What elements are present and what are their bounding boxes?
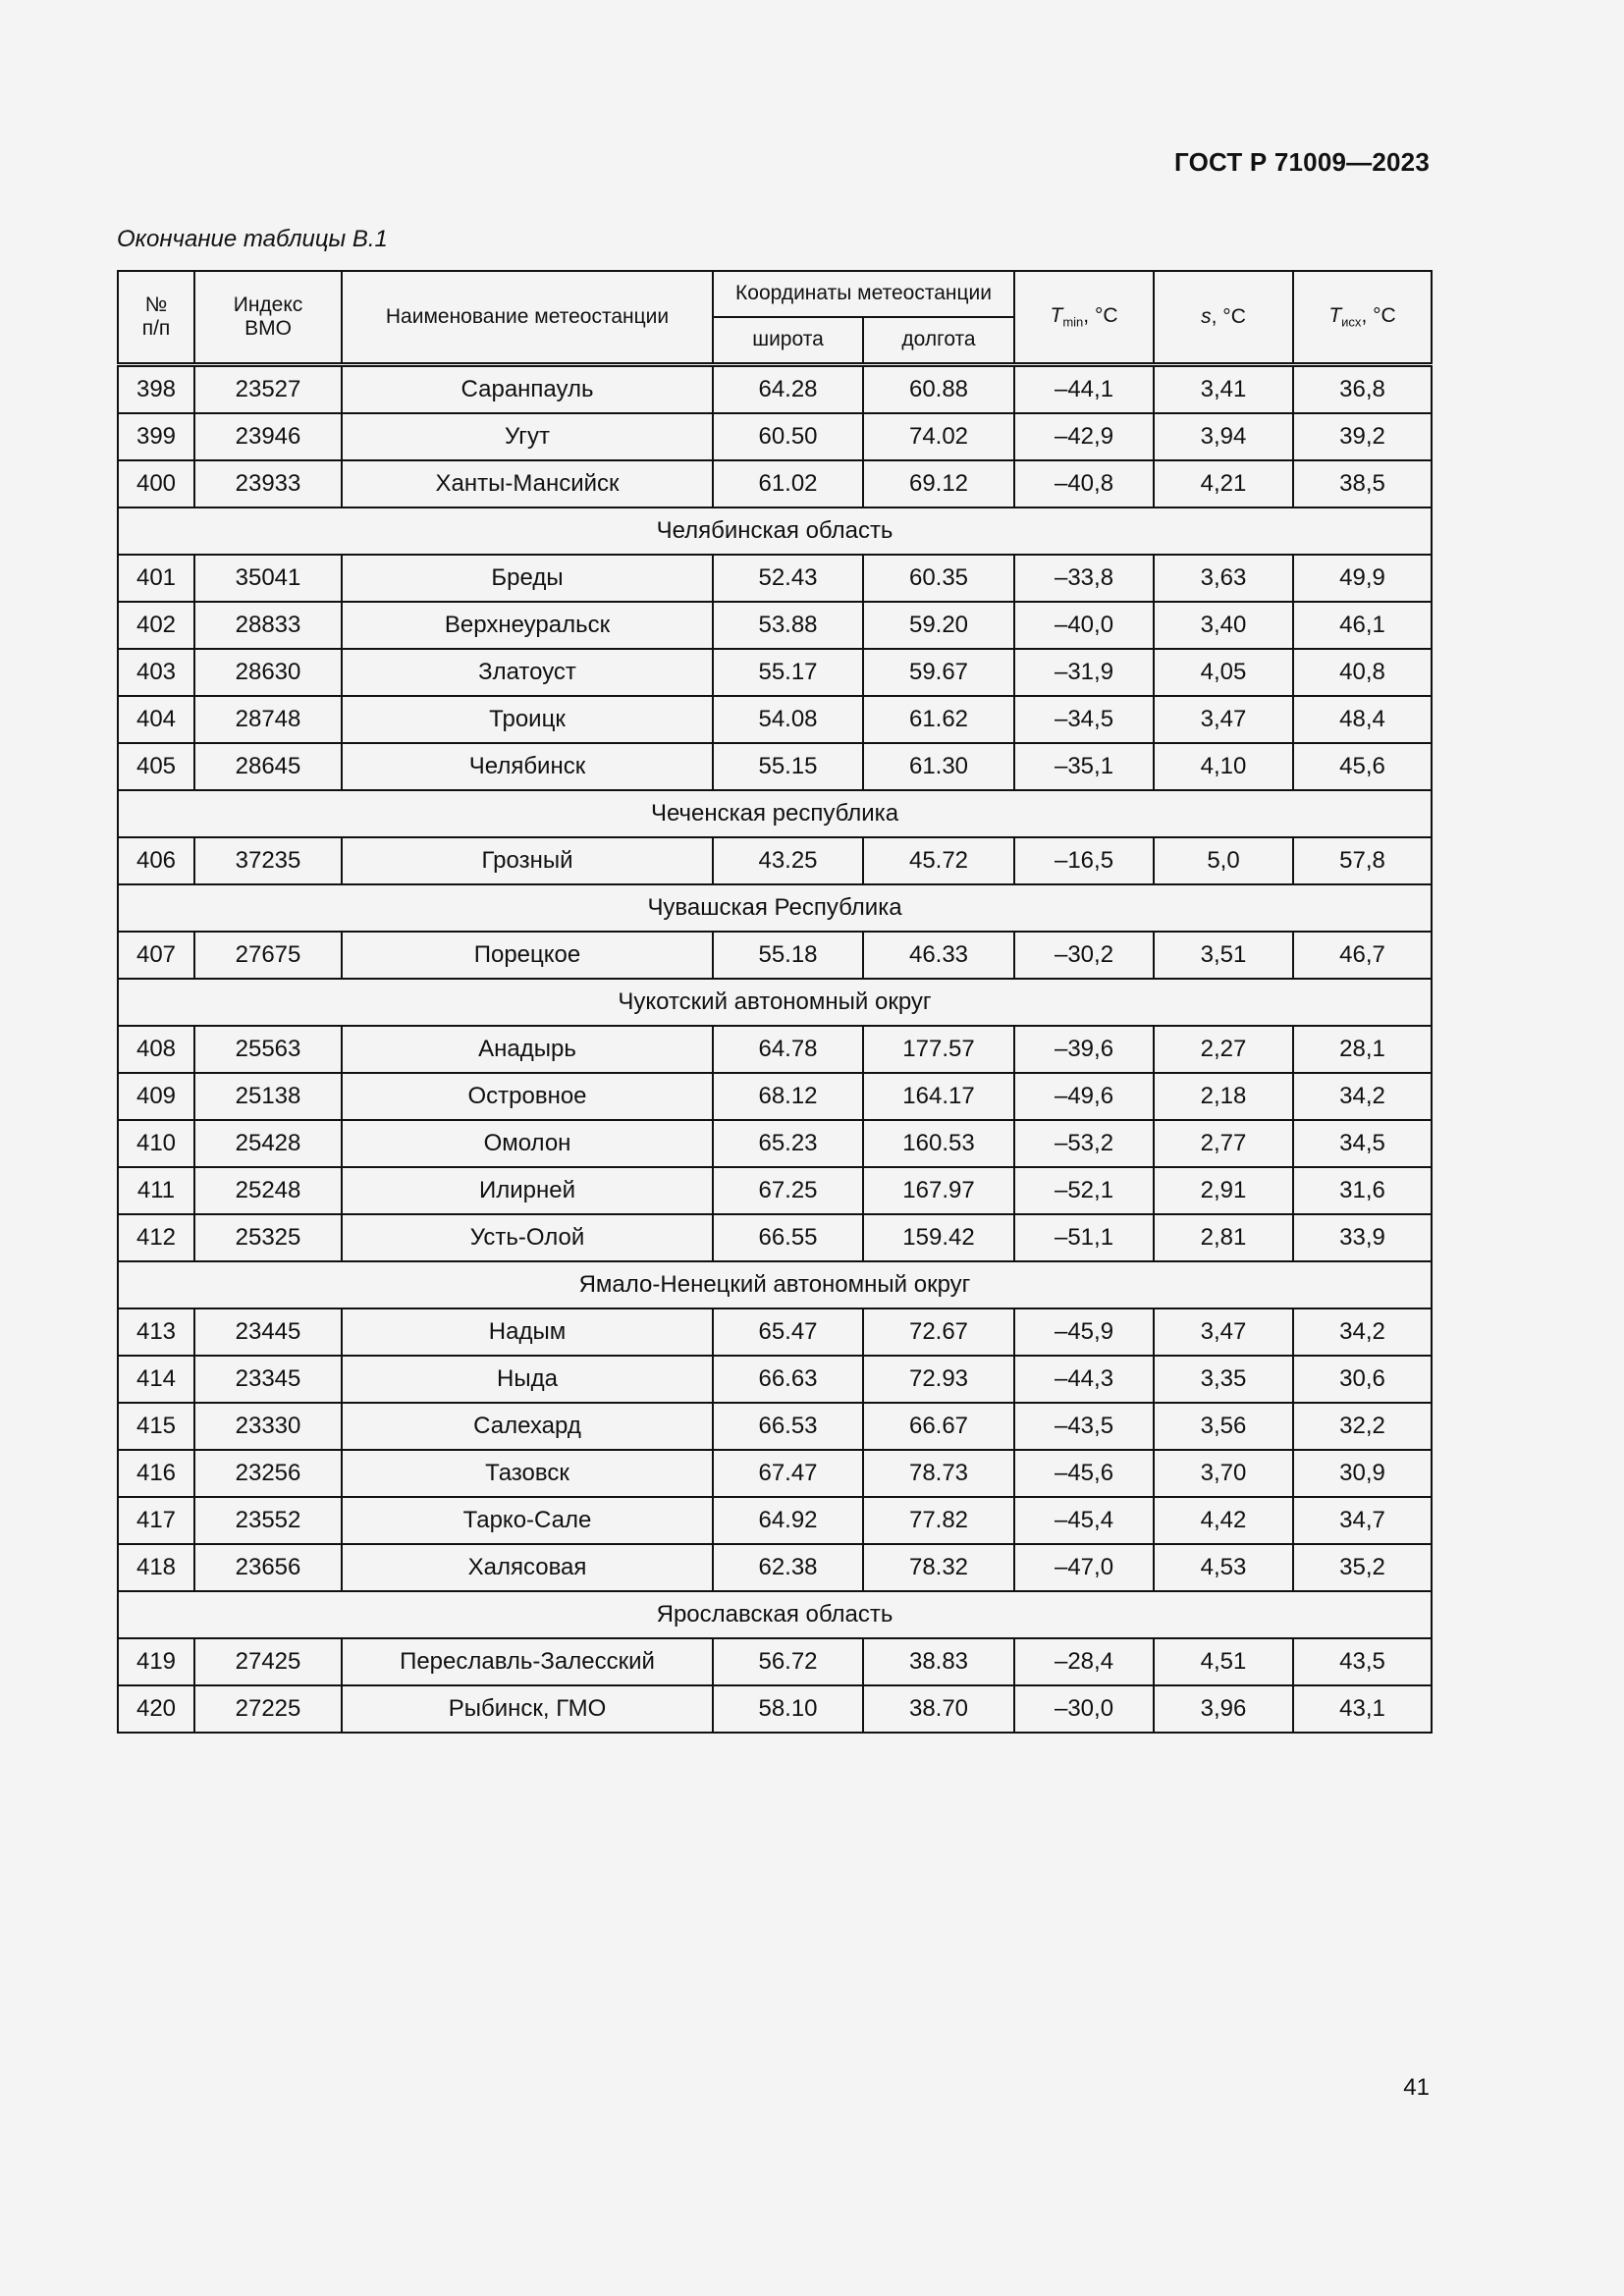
header-tmin [1014, 271, 1154, 365]
region-row [118, 1261, 1432, 1308]
region-row [118, 507, 1432, 555]
region-row [118, 1591, 1432, 1638]
cell-latitude: 66.55 [713, 1214, 863, 1261]
cell-latitude: 55.18 [713, 932, 863, 979]
cell-tmin: –45,9 [1014, 1308, 1154, 1356]
cell-tmin: –52,1 [1014, 1167, 1154, 1214]
cell-station-name: Троицк [342, 696, 713, 743]
cell-station-name: Омолон [342, 1120, 713, 1167]
cell-latitude: 64.78 [713, 1026, 863, 1073]
table-row [118, 555, 1432, 602]
cell-wmo-index: 23933 [194, 460, 342, 507]
cell-tisx: 43,1 [1293, 1685, 1432, 1733]
table-row [118, 1497, 1432, 1544]
table-row [118, 460, 1432, 507]
cell-station-name: Верхнеуральск [342, 602, 713, 649]
cell-station-name: Халясовая [342, 1544, 713, 1591]
table-row [118, 1073, 1432, 1120]
cell-latitude: 43.25 [713, 837, 863, 884]
cell-longitude: 38.83 [863, 1638, 1014, 1685]
cell-s: 3,40 [1154, 602, 1293, 649]
cell-longitude: 77.82 [863, 1497, 1014, 1544]
cell-s: 3,63 [1154, 555, 1293, 602]
table-body [118, 365, 1432, 1734]
cell-s: 2,18 [1154, 1073, 1293, 1120]
cell-tisx: 33,9 [1293, 1214, 1432, 1261]
cell-wmo-index: 23345 [194, 1356, 342, 1403]
region-row [118, 884, 1432, 932]
header-number-line2: п/п [141, 317, 171, 340]
table-caption: Окончание таблицы В.1 [117, 226, 388, 252]
cell-number: 415 [118, 1403, 194, 1450]
cell-tisx: 34,5 [1293, 1120, 1432, 1167]
cell-wmo-index: 28645 [194, 743, 342, 790]
cell-tmin: –33,8 [1014, 555, 1154, 602]
cell-number: 409 [118, 1073, 194, 1120]
cell-latitude: 55.17 [713, 649, 863, 696]
cell-s: 3,94 [1154, 413, 1293, 460]
cell-latitude: 67.47 [713, 1450, 863, 1497]
cell-tmin: –45,4 [1014, 1497, 1154, 1544]
table-row [118, 743, 1432, 790]
table-row [118, 696, 1432, 743]
cell-tmin: –30,2 [1014, 932, 1154, 979]
cell-latitude: 66.53 [713, 1403, 863, 1450]
table-row [118, 602, 1432, 649]
cell-longitude: 59.67 [863, 649, 1014, 696]
cell-station-name: Грозный [342, 837, 713, 884]
cell-longitude: 159.42 [863, 1214, 1014, 1261]
cell-latitude: 66.63 [713, 1356, 863, 1403]
table-row [118, 1026, 1432, 1073]
cell-s: 4,10 [1154, 743, 1293, 790]
table-header [118, 271, 1432, 365]
cell-tisx: 46,7 [1293, 932, 1432, 979]
cell-s: 3,47 [1154, 1308, 1293, 1356]
cell-s: 3,47 [1154, 696, 1293, 743]
cell-tisx: 36,8 [1293, 365, 1432, 414]
cell-tmin: –16,5 [1014, 837, 1154, 884]
cell-tisx: 45,6 [1293, 743, 1432, 790]
cell-latitude: 52.43 [713, 555, 863, 602]
cell-wmo-index: 27425 [194, 1638, 342, 1685]
page-number: 41 [1403, 2074, 1430, 2101]
cell-number: 410 [118, 1120, 194, 1167]
table-row [118, 365, 1432, 414]
header-tmin-symbol: T [1050, 303, 1063, 327]
cell-longitude: 61.30 [863, 743, 1014, 790]
region-row [118, 790, 1432, 837]
cell-s: 4,53 [1154, 1544, 1293, 1591]
cell-number: 408 [118, 1026, 194, 1073]
cell-station-name: Усть-Олой [342, 1214, 713, 1261]
cell-wmo-index: 28748 [194, 696, 342, 743]
cell-tisx: 48,4 [1293, 696, 1432, 743]
cell-wmo-index: 28833 [194, 602, 342, 649]
table-row [118, 1638, 1432, 1685]
cell-number: 419 [118, 1638, 194, 1685]
table-row [118, 1214, 1432, 1261]
cell-latitude: 56.72 [713, 1638, 863, 1685]
cell-wmo-index: 35041 [194, 555, 342, 602]
cell-number: 404 [118, 696, 194, 743]
cell-tmin: –40,8 [1014, 460, 1154, 507]
cell-station-name: Ханты-Мансийск [342, 460, 713, 507]
cell-number: 420 [118, 1685, 194, 1733]
region-label: Ямало-Ненецкий автономный округ [118, 1261, 1432, 1308]
cell-latitude: 58.10 [713, 1685, 863, 1733]
cell-number: 398 [118, 365, 194, 414]
cell-station-name: Златоуст [342, 649, 713, 696]
table-row [118, 837, 1432, 884]
cell-latitude: 65.23 [713, 1120, 863, 1167]
cell-station-name: Тарко-Сале [342, 1497, 713, 1544]
cell-tmin: –51,1 [1014, 1214, 1154, 1261]
cell-tisx: 57,8 [1293, 837, 1432, 884]
cell-tmin: –39,6 [1014, 1026, 1154, 1073]
cell-station-name: Надым [342, 1308, 713, 1356]
cell-s: 3,56 [1154, 1403, 1293, 1450]
cell-s: 3,51 [1154, 932, 1293, 979]
header-s [1154, 271, 1293, 365]
header-number [118, 271, 194, 365]
cell-tisx: 38,5 [1293, 460, 1432, 507]
cell-tmin: –45,6 [1014, 1450, 1154, 1497]
cell-latitude: 55.15 [713, 743, 863, 790]
cell-tmin: –42,9 [1014, 413, 1154, 460]
cell-s: 3,35 [1154, 1356, 1293, 1403]
region-label: Чеченская республика [118, 790, 1432, 837]
cell-tmin: –30,0 [1014, 1685, 1154, 1733]
cell-number: 413 [118, 1308, 194, 1356]
header-longitude: долгота [863, 317, 1014, 365]
table-row [118, 1450, 1432, 1497]
cell-tisx: 31,6 [1293, 1167, 1432, 1214]
cell-station-name: Челябинск [342, 743, 713, 790]
table-row [118, 1308, 1432, 1356]
cell-station-name: Порецкое [342, 932, 713, 979]
cell-longitude: 61.62 [863, 696, 1014, 743]
cell-s: 4,42 [1154, 1497, 1293, 1544]
header-wmo-index-line1: Индекс [233, 293, 303, 316]
table-row [118, 1120, 1432, 1167]
cell-number: 399 [118, 413, 194, 460]
cell-number: 407 [118, 932, 194, 979]
table-row [118, 413, 1432, 460]
header-station-name: Наименование метеостанции [342, 271, 713, 365]
cell-s: 3,41 [1154, 365, 1293, 414]
cell-station-name: Островное [342, 1073, 713, 1120]
cell-longitude: 78.73 [863, 1450, 1014, 1497]
table-row [118, 1167, 1432, 1214]
cell-s: 2,91 [1154, 1167, 1293, 1214]
cell-tmin: –43,5 [1014, 1403, 1154, 1450]
header-tisx-subscript: исх [1341, 314, 1362, 330]
cell-wmo-index: 25563 [194, 1026, 342, 1073]
cell-tisx: 30,6 [1293, 1356, 1432, 1403]
cell-tmin: –47,0 [1014, 1544, 1154, 1591]
cell-tmin: –31,9 [1014, 649, 1154, 696]
cell-longitude: 164.17 [863, 1073, 1014, 1120]
cell-tisx: 32,2 [1293, 1403, 1432, 1450]
cell-number: 412 [118, 1214, 194, 1261]
cell-number: 414 [118, 1356, 194, 1403]
header-latitude: широта [713, 317, 863, 365]
cell-s: 3,70 [1154, 1450, 1293, 1497]
cell-longitude: 72.67 [863, 1308, 1014, 1356]
cell-wmo-index: 23552 [194, 1497, 342, 1544]
cell-station-name: Тазовск [342, 1450, 713, 1497]
cell-wmo-index: 28630 [194, 649, 342, 696]
cell-latitude: 60.50 [713, 413, 863, 460]
cell-station-name: Салехард [342, 1403, 713, 1450]
table-row [118, 649, 1432, 696]
region-label: Челябинская область [118, 507, 1432, 555]
region-row [118, 979, 1432, 1026]
table-row [118, 1356, 1432, 1403]
cell-number: 406 [118, 837, 194, 884]
cell-tmin: –44,1 [1014, 365, 1154, 414]
cell-tmin: –49,6 [1014, 1073, 1154, 1120]
cell-latitude: 68.12 [713, 1073, 863, 1120]
cell-wmo-index: 27675 [194, 932, 342, 979]
cell-station-name: Анадырь [342, 1026, 713, 1073]
cell-wmo-index: 25138 [194, 1073, 342, 1120]
cell-station-name: Ныда [342, 1356, 713, 1403]
region-label: Чувашская Республика [118, 884, 1432, 932]
cell-number: 405 [118, 743, 194, 790]
cell-longitude: 160.53 [863, 1120, 1014, 1167]
cell-wmo-index: 23946 [194, 413, 342, 460]
cell-wmo-index: 23445 [194, 1308, 342, 1356]
cell-latitude: 53.88 [713, 602, 863, 649]
cell-wmo-index: 37235 [194, 837, 342, 884]
cell-longitude: 69.12 [863, 460, 1014, 507]
cell-number: 416 [118, 1450, 194, 1497]
cell-s: 3,96 [1154, 1685, 1293, 1733]
cell-wmo-index: 25248 [194, 1167, 342, 1214]
header-tisx-unit: , °С [1361, 303, 1396, 327]
cell-tisx: 40,8 [1293, 649, 1432, 696]
cell-s: 4,05 [1154, 649, 1293, 696]
cell-tmin: –28,4 [1014, 1638, 1154, 1685]
cell-number: 411 [118, 1167, 194, 1214]
cell-longitude: 46.33 [863, 932, 1014, 979]
cell-number: 418 [118, 1544, 194, 1591]
cell-longitude: 60.35 [863, 555, 1014, 602]
cell-tisx: 49,9 [1293, 555, 1432, 602]
cell-station-name: Илирней [342, 1167, 713, 1214]
header-tisx-symbol: T [1328, 303, 1342, 327]
cell-longitude: 38.70 [863, 1685, 1014, 1733]
cell-latitude: 64.28 [713, 365, 863, 414]
cell-tisx: 30,9 [1293, 1450, 1432, 1497]
table-row [118, 1685, 1432, 1733]
cell-number: 401 [118, 555, 194, 602]
region-label: Чукотский автономный округ [118, 979, 1432, 1026]
cell-wmo-index: 23330 [194, 1403, 342, 1450]
cell-station-name: Бреды [342, 555, 713, 602]
header-tisx [1293, 271, 1432, 365]
stations-table [117, 270, 1433, 1734]
cell-tisx: 35,2 [1293, 1544, 1432, 1591]
cell-station-name: Саранпауль [342, 365, 713, 414]
cell-longitude: 78.32 [863, 1544, 1014, 1591]
header-wmo-index-line2: ВМО [244, 317, 292, 340]
cell-longitude: 66.67 [863, 1403, 1014, 1450]
cell-wmo-index: 23527 [194, 365, 342, 414]
cell-station-name: Рыбинск, ГМО [342, 1685, 713, 1733]
cell-s: 4,51 [1154, 1638, 1293, 1685]
cell-latitude: 65.47 [713, 1308, 863, 1356]
cell-tisx: 34,2 [1293, 1308, 1432, 1356]
header-tmin-subscript: min [1062, 314, 1084, 330]
cell-s: 2,77 [1154, 1120, 1293, 1167]
cell-latitude: 64.92 [713, 1497, 863, 1544]
cell-tisx: 39,2 [1293, 413, 1432, 460]
table-row [118, 1403, 1432, 1450]
header-tmin-unit: , °С [1083, 303, 1118, 327]
cell-longitude: 59.20 [863, 602, 1014, 649]
cell-wmo-index: 23256 [194, 1450, 342, 1497]
cell-tmin: –44,3 [1014, 1356, 1154, 1403]
header-wmo-index [194, 271, 342, 365]
cell-s: 2,27 [1154, 1026, 1293, 1073]
cell-number: 417 [118, 1497, 194, 1544]
cell-tmin: –34,5 [1014, 696, 1154, 743]
header-s-symbol: s [1201, 304, 1212, 328]
document-code: ГОСТ Р 71009—2023 [1174, 147, 1430, 177]
cell-tisx: 34,7 [1293, 1497, 1432, 1544]
cell-longitude: 177.57 [863, 1026, 1014, 1073]
cell-station-name: Угут [342, 413, 713, 460]
cell-latitude: 61.02 [713, 460, 863, 507]
cell-tisx: 28,1 [1293, 1026, 1432, 1073]
cell-latitude: 62.38 [713, 1544, 863, 1591]
cell-tisx: 43,5 [1293, 1638, 1432, 1685]
cell-longitude: 60.88 [863, 365, 1014, 414]
cell-number: 403 [118, 649, 194, 696]
cell-number: 402 [118, 602, 194, 649]
cell-tmin: –35,1 [1014, 743, 1154, 790]
cell-tisx: 46,1 [1293, 602, 1432, 649]
region-label: Ярославская область [118, 1591, 1432, 1638]
cell-wmo-index: 25325 [194, 1214, 342, 1261]
cell-latitude: 54.08 [713, 696, 863, 743]
cell-s: 2,81 [1154, 1214, 1293, 1261]
table-row [118, 1544, 1432, 1591]
cell-s: 5,0 [1154, 837, 1293, 884]
header-number-line1: № [144, 293, 168, 316]
cell-longitude: 167.97 [863, 1167, 1014, 1214]
table-row [118, 932, 1432, 979]
header-s-unit: , °С [1211, 304, 1246, 328]
cell-tmin: –40,0 [1014, 602, 1154, 649]
cell-tmin: –53,2 [1014, 1120, 1154, 1167]
cell-longitude: 45.72 [863, 837, 1014, 884]
cell-longitude: 72.93 [863, 1356, 1014, 1403]
cell-number: 400 [118, 460, 194, 507]
cell-tisx: 34,2 [1293, 1073, 1432, 1120]
cell-s: 4,21 [1154, 460, 1293, 507]
cell-latitude: 67.25 [713, 1167, 863, 1214]
header-coordinates: Координаты метеостанции [713, 271, 1014, 317]
cell-wmo-index: 27225 [194, 1685, 342, 1733]
cell-wmo-index: 25428 [194, 1120, 342, 1167]
cell-wmo-index: 23656 [194, 1544, 342, 1591]
cell-longitude: 74.02 [863, 413, 1014, 460]
cell-station-name: Переславль-Залесский [342, 1638, 713, 1685]
